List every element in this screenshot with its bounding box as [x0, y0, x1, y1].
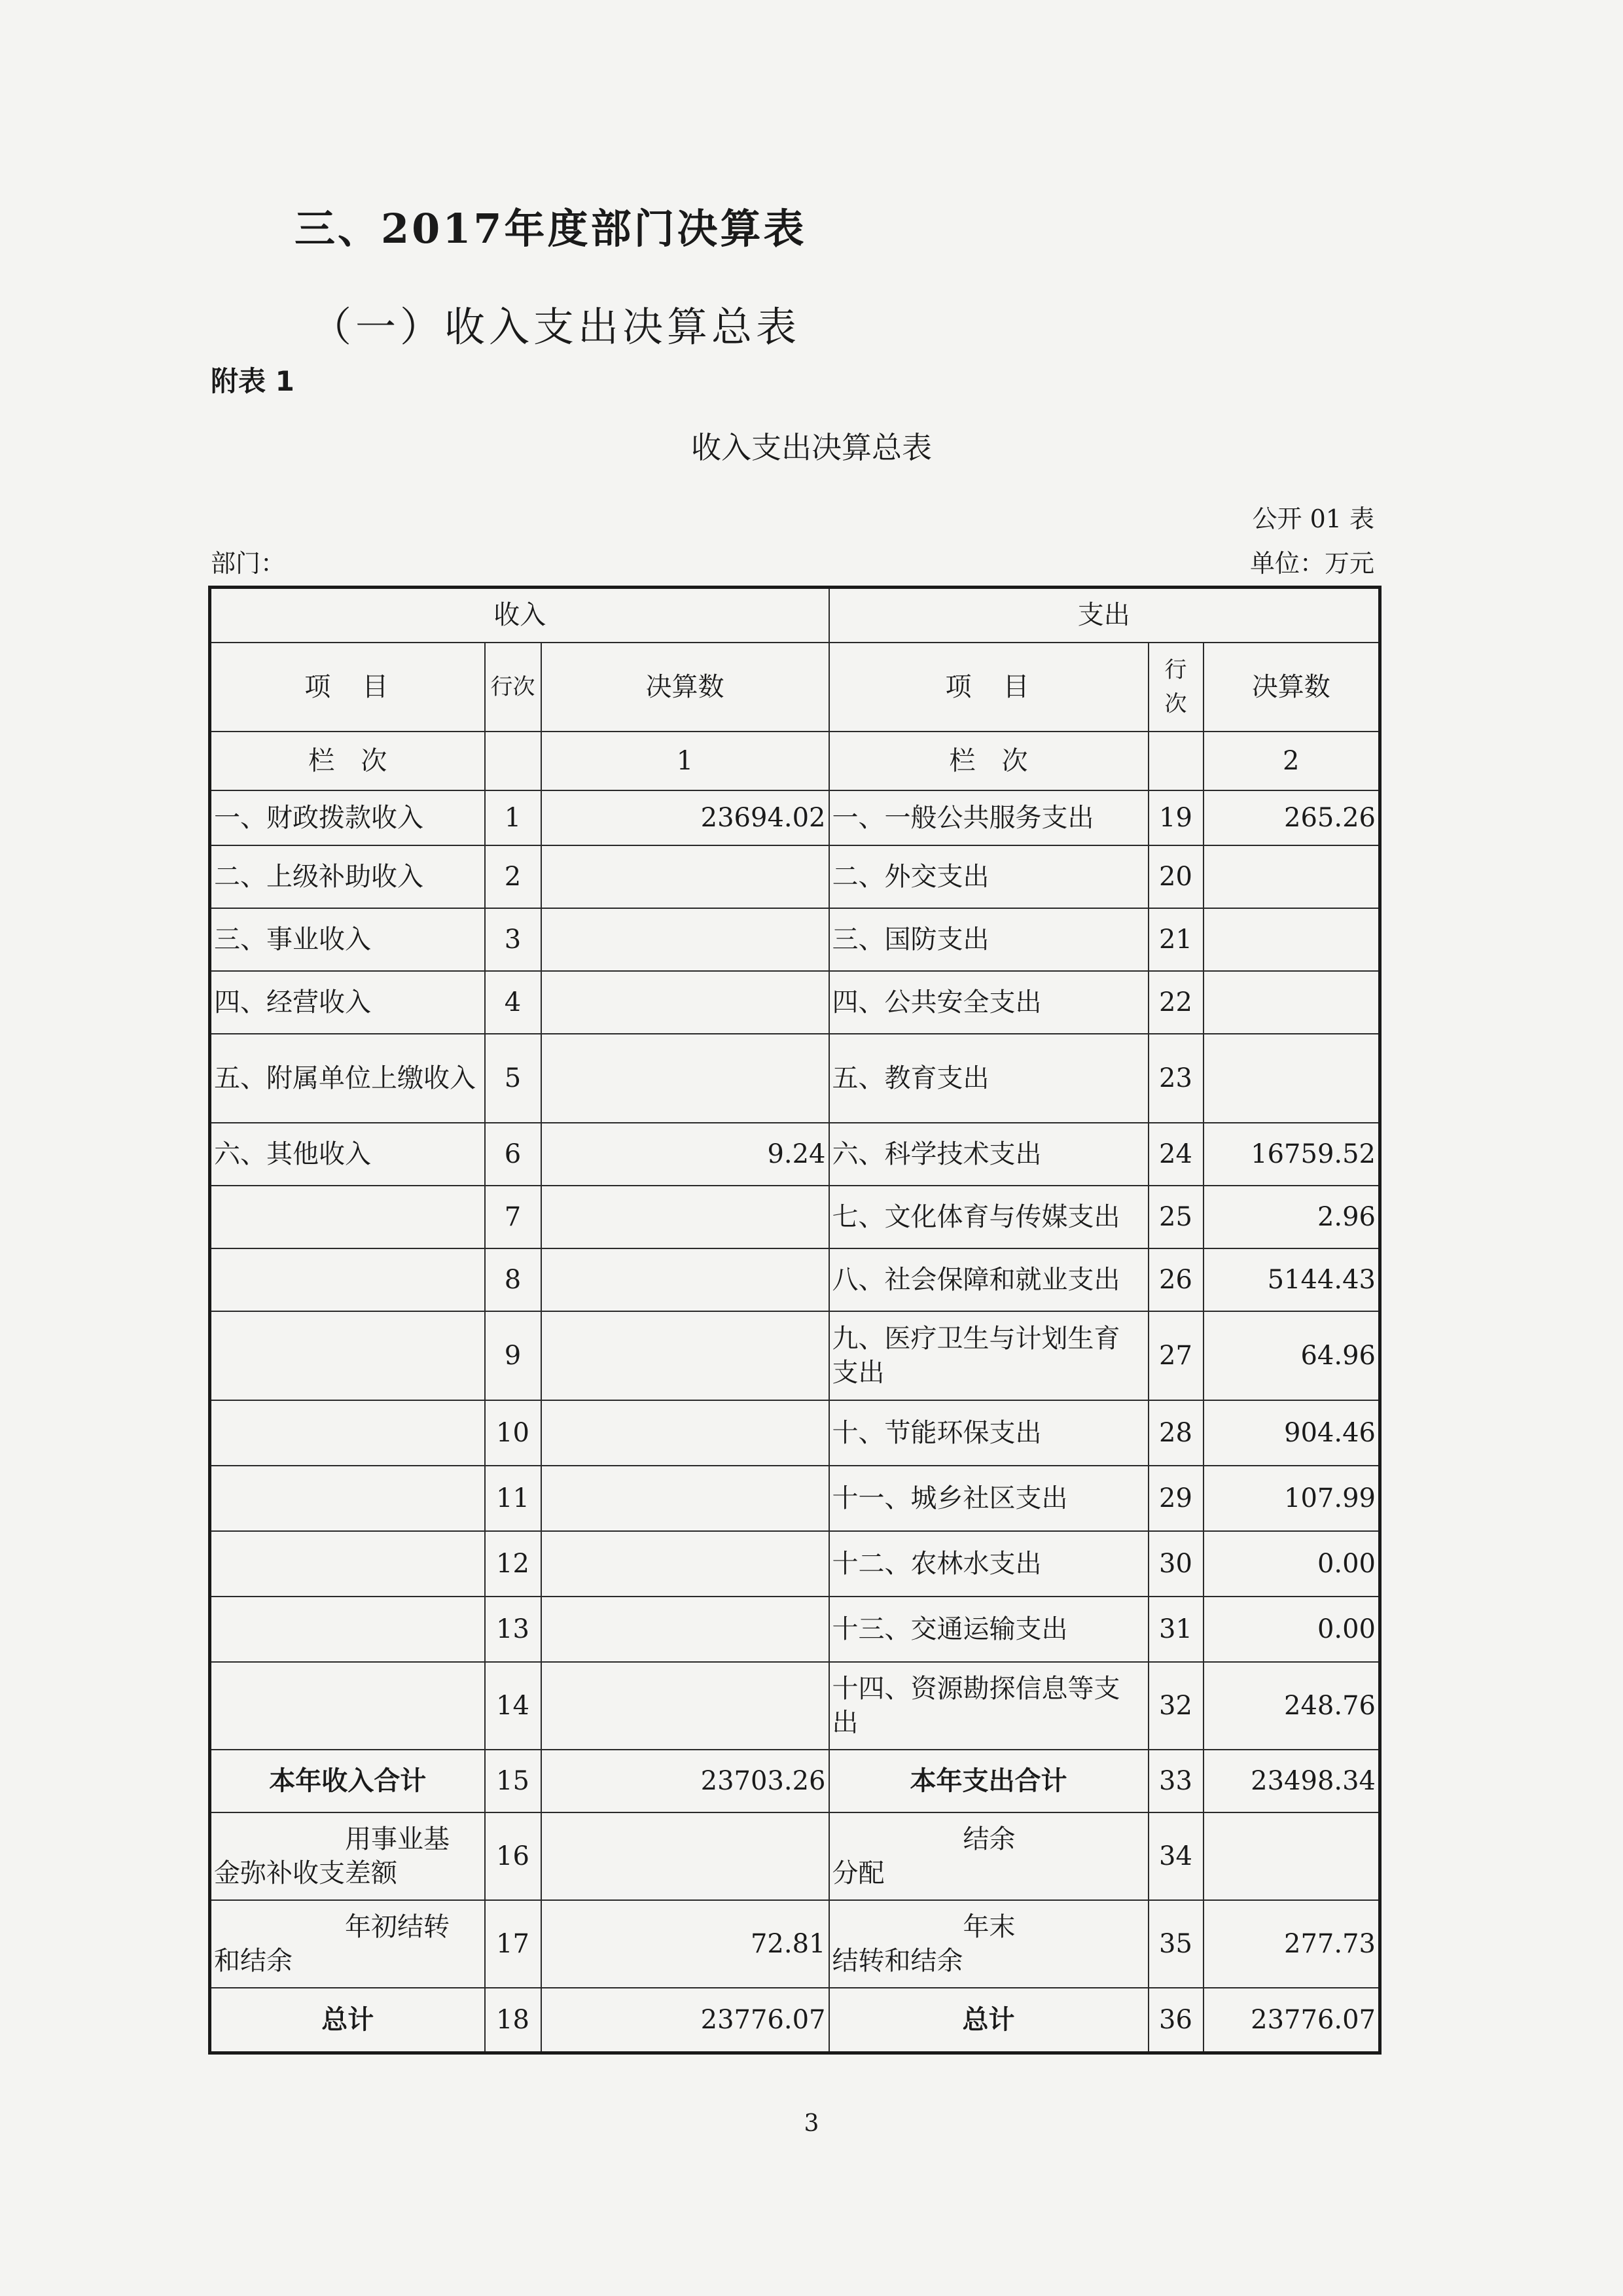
year-income-total-label: 本年收入合计: [210, 1750, 485, 1812]
expense-amount: 2.96: [1204, 1186, 1380, 1248]
year-expense-total-amount: 23498.34: [1204, 1750, 1380, 1812]
form-code: 公开 01 表: [1252, 504, 1374, 533]
income-item: 二、上级补助收入: [210, 845, 485, 908]
expense-column-index: 2: [1204, 732, 1380, 790]
income-item: [210, 1662, 485, 1750]
closing-balance-no: 35: [1149, 1900, 1204, 1988]
grand-expense-total-no: 36: [1149, 1988, 1204, 2053]
grand-income-total-no: 18: [485, 1988, 541, 2053]
expense-item: 十二、农林水支出: [829, 1531, 1149, 1597]
income-item: [210, 1466, 485, 1531]
income-item: 一、财政拨款收入: [210, 790, 485, 845]
expense-column-label: 栏 次: [829, 732, 1149, 790]
table-title: 收入支出决算总表: [691, 430, 932, 465]
income-row-no: 12: [485, 1531, 541, 1597]
subsection-heading: （一）收入支出决算总表: [311, 303, 801, 351]
income-row-no: 6: [485, 1123, 541, 1186]
income-item: [210, 1248, 485, 1311]
year-expense-total-no: 33: [1149, 1750, 1204, 1812]
expense-row-no: 23: [1149, 1034, 1204, 1123]
expense-amount: 904.46: [1204, 1400, 1380, 1466]
expense-item: 十三、交通运输支出: [829, 1597, 1149, 1662]
income-amount: [541, 1400, 829, 1466]
year-income-total-amount: 23703.26: [541, 1750, 829, 1812]
income-amount: [541, 1662, 829, 1750]
expense-amount: 248.76: [1204, 1662, 1380, 1750]
expense-row-no: 27: [1149, 1311, 1204, 1400]
income-amount: [541, 845, 829, 908]
table-row: [210, 1531, 1380, 1597]
fund-make-up-amount: [541, 1812, 829, 1900]
expense-row-no: 19: [1149, 790, 1204, 845]
expense-amount: [1204, 1034, 1380, 1123]
income-amount: [541, 1186, 829, 1248]
expense-item: 七、文化体育与传媒支出: [829, 1186, 1149, 1248]
grand-expense-total-label: 总计: [829, 1988, 1149, 2053]
expense-item: 二、外交支出: [829, 845, 1149, 908]
income-row-no: 13: [485, 1597, 541, 1662]
income-item: 五、附属单位上缴收入: [210, 1034, 485, 1123]
expense-row-no: 29: [1149, 1466, 1204, 1531]
expense-row-no: 25: [1149, 1186, 1204, 1248]
surplus-distribution-amount: [1204, 1812, 1380, 1900]
income-item-header: 项 目: [210, 643, 485, 732]
expense-item: 十一、城乡社区支出: [829, 1466, 1149, 1531]
section-heading: 三、2017年度部门决算表: [294, 205, 807, 253]
opening-balance-label-line2: 和结余: [214, 1945, 293, 1976]
column-header-row: [210, 643, 1380, 732]
grand-income-total-amount: 23776.07: [541, 1988, 829, 2053]
income-group-header: 收入: [210, 588, 829, 643]
income-rowno-header: 行次: [485, 643, 541, 732]
income-item: [210, 1186, 485, 1248]
income-amount: [541, 1311, 829, 1400]
expense-item: 五、教育支出: [829, 1034, 1149, 1123]
income-row-no: 2: [485, 845, 541, 908]
income-row-no: 8: [485, 1248, 541, 1311]
table-row: [210, 1123, 1380, 1186]
income-row-no: 10: [485, 1400, 541, 1466]
expense-row-no: 22: [1149, 971, 1204, 1034]
table-row: [210, 1812, 1380, 1900]
table-row: [210, 1186, 1380, 1248]
income-item: 六、其他收入: [210, 1123, 485, 1186]
expense-item: 十四、资源勘探信息等支出: [829, 1662, 1149, 1750]
opening-balance-amount: 72.81: [541, 1900, 829, 1988]
table-row: [210, 908, 1380, 971]
income-row-no: 4: [485, 971, 541, 1034]
expense-amount: 107.99: [1204, 1466, 1380, 1531]
table-row: [210, 1900, 1380, 1988]
expense-row-no: 28: [1149, 1400, 1204, 1466]
expense-row-no: 32: [1149, 1662, 1204, 1750]
income-item: [210, 1531, 485, 1597]
income-column-blank: [485, 732, 541, 790]
expense-amount: 64.96: [1204, 1311, 1380, 1400]
year-income-total-no: 15: [485, 1750, 541, 1812]
attachment-label: 附表 1: [211, 365, 294, 397]
table-row: [210, 1662, 1380, 1750]
expense-row-no: 30: [1149, 1531, 1204, 1597]
table-row: [210, 971, 1380, 1034]
income-item: [210, 1400, 485, 1466]
column-index-row: [210, 732, 1380, 790]
table-row: [210, 1248, 1380, 1311]
expense-amount: 0.00: [1204, 1531, 1380, 1597]
income-amount: 9.24: [541, 1123, 829, 1186]
income-column-label: 栏 次: [210, 732, 485, 790]
income-amount: [541, 1531, 829, 1597]
expense-item: 八、社会保障和就业支出: [829, 1248, 1149, 1311]
income-amount: [541, 1248, 829, 1311]
expense-item: 六、科学技术支出: [829, 1123, 1149, 1186]
income-item: 四、经营收入: [210, 971, 485, 1034]
income-amount: [541, 971, 829, 1034]
income-row-no: 11: [485, 1466, 541, 1531]
expense-item: 十、节能环保支出: [829, 1400, 1149, 1466]
income-row-no: 3: [485, 908, 541, 971]
fund-make-up-label-line1: 用事业基: [345, 1824, 450, 1854]
expense-amount: 16759.52: [1204, 1123, 1380, 1186]
budget-summary-table: [208, 586, 1382, 2055]
expense-column-blank: [1149, 732, 1204, 790]
surplus-distribution-label-line2: 分配: [832, 1858, 885, 1888]
expense-amount: 265.26: [1204, 790, 1380, 845]
expense-row-no: 24: [1149, 1123, 1204, 1186]
expense-group-header: 支出: [829, 588, 1380, 643]
page-number: 3: [804, 2110, 819, 2137]
income-row-no: 9: [485, 1311, 541, 1400]
year-expense-total-label: 本年支出合计: [829, 1750, 1149, 1812]
expense-item: 一、一般公共服务支出: [829, 790, 1149, 845]
grand-expense-total-amount: 23776.07: [1204, 1988, 1380, 2053]
expense-amount: 5144.43: [1204, 1248, 1380, 1311]
expense-amount: [1204, 908, 1380, 971]
fund-make-up-label: [210, 1812, 485, 1900]
expense-item: 四、公共安全支出: [829, 971, 1149, 1034]
grand-income-total-label: 总计: [210, 1988, 485, 2053]
table-row: [210, 1034, 1380, 1123]
income-row-no: 5: [485, 1034, 541, 1123]
table-row: [210, 845, 1380, 908]
income-amount: [541, 1597, 829, 1662]
expense-item: 九、医疗卫生与计划生育支出: [829, 1311, 1149, 1400]
fund-make-up-label-line2: 金弥补收支差额: [214, 1858, 397, 1888]
income-amount: [541, 908, 829, 971]
income-row-no: 14: [485, 1662, 541, 1750]
income-amount: [541, 1466, 829, 1531]
income-row-no: 7: [485, 1186, 541, 1248]
expense-amount: [1204, 845, 1380, 908]
table-row: [210, 1466, 1380, 1531]
expense-rowno-header: 行 次: [1149, 643, 1204, 732]
group-header-row: [210, 588, 1380, 643]
expense-amount: 0.00: [1204, 1597, 1380, 1662]
closing-balance-amount: 277.73: [1204, 1900, 1380, 1988]
income-item: [210, 1597, 485, 1662]
surplus-distribution-label: [829, 1812, 1149, 1900]
income-amount-header: 决算数: [541, 643, 829, 732]
opening-balance-no: 17: [485, 1900, 541, 1988]
expense-row-no: 31: [1149, 1597, 1204, 1662]
expense-item-header: 项 目: [829, 643, 1149, 732]
expense-item: 三、国防支出: [829, 908, 1149, 971]
table-row: [210, 790, 1380, 845]
income-amount: [541, 1034, 829, 1123]
fund-make-up-no: 16: [485, 1812, 541, 1900]
expense-row-no: 26: [1149, 1248, 1204, 1311]
expense-amount: [1204, 971, 1380, 1034]
table-row: [210, 1750, 1380, 1812]
expense-amount-header: 决算数: [1204, 643, 1380, 732]
closing-balance-label: [829, 1900, 1149, 1988]
table-row: [210, 1311, 1380, 1400]
closing-balance-label-line1: 年末: [963, 1911, 1016, 1942]
income-amount: 23694.02: [541, 790, 829, 845]
income-column-index: 1: [541, 732, 829, 790]
surplus-distribution-no: 34: [1149, 1812, 1204, 1900]
income-row-no: 1: [485, 790, 541, 845]
table-row: [210, 1400, 1380, 1466]
opening-balance-label: [210, 1900, 485, 1988]
table-row: [210, 1597, 1380, 1662]
expense-row-no: 20: [1149, 845, 1204, 908]
expense-row-no: 21: [1149, 908, 1204, 971]
closing-balance-label-line2: 结转和结余: [832, 1945, 963, 1976]
surplus-distribution-label-line1: 结余: [963, 1824, 1016, 1854]
department-label: 部门：: [211, 549, 286, 578]
table-row: [210, 1988, 1380, 2053]
opening-balance-label-line1: 年初结转: [345, 1911, 450, 1942]
income-item: 三、事业收入: [210, 908, 485, 971]
unit-label: 单位：万元: [1249, 549, 1374, 578]
income-item: [210, 1311, 485, 1400]
